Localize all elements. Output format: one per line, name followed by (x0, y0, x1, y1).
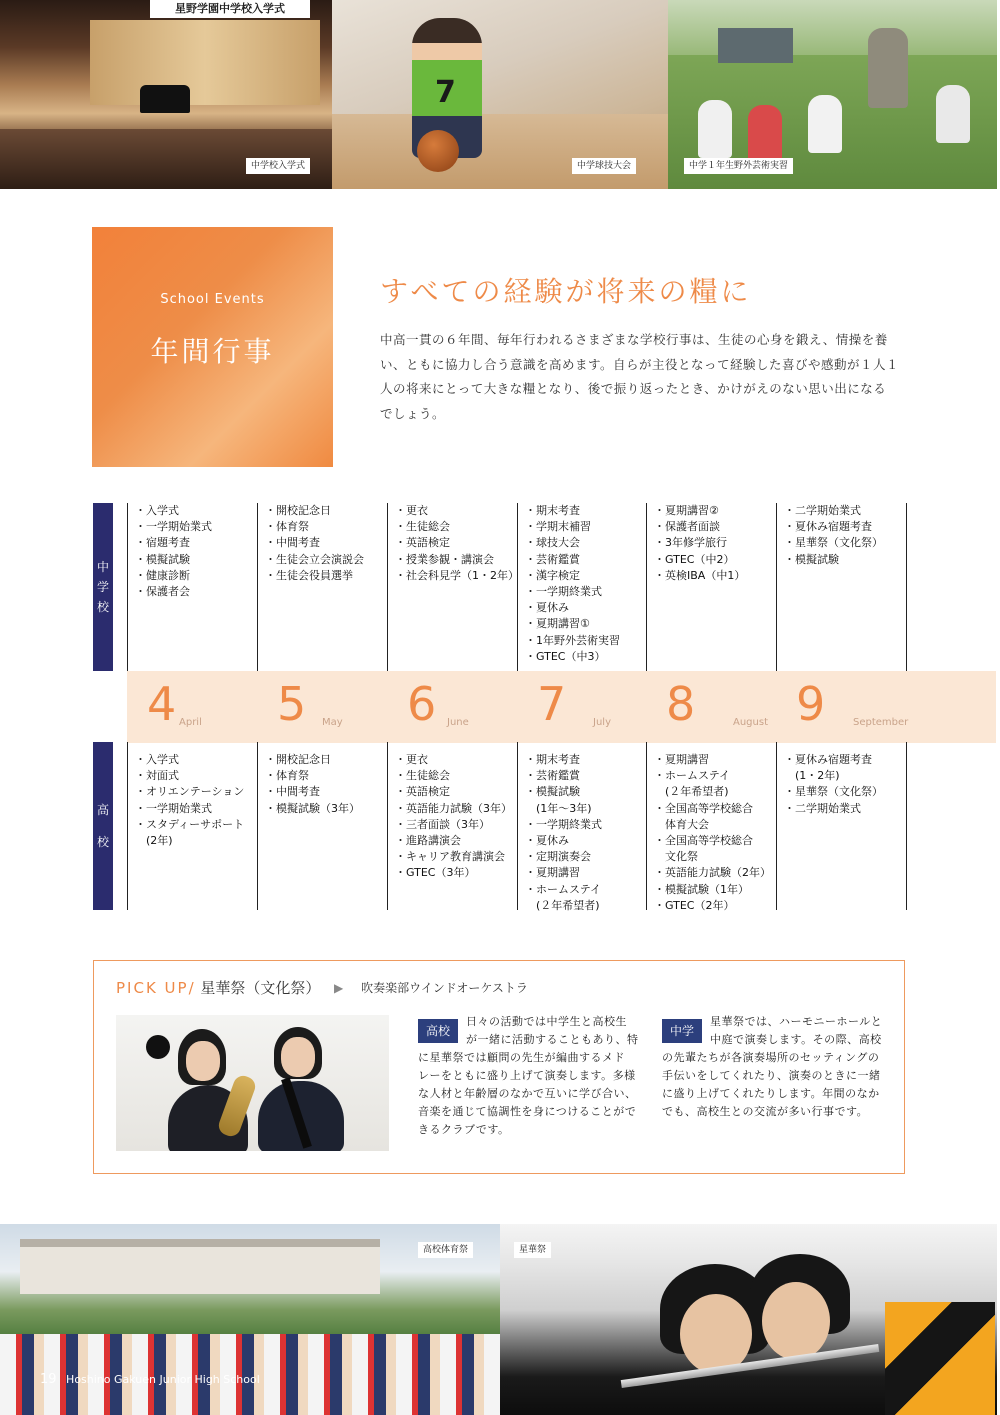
face (186, 1041, 220, 1081)
page-footer (40, 1372, 260, 1387)
column-divider (257, 503, 258, 671)
page-number: 19 (40, 1372, 57, 1387)
event-item: ・保護者面談 (654, 520, 720, 534)
month-number: 7 (537, 677, 567, 731)
event-item: ・漢字検定 (525, 568, 580, 582)
event-item: ・キャリア教育講演会 (395, 850, 505, 864)
event-item: ・生徒会役員選挙 (265, 568, 353, 582)
junior-high-tag: 中学 (662, 1019, 702, 1043)
junior-events-7 (525, 503, 620, 665)
event-item: ・全国高等学校総合 (654, 834, 753, 848)
photo-caption: 中学１年生野外芸術実習 (684, 158, 793, 174)
column-divider (646, 503, 647, 671)
event-item: ・二学期始業式 (784, 801, 861, 815)
school-building (20, 1239, 380, 1294)
month-number: 8 (666, 677, 696, 731)
junior-events-4 (135, 503, 212, 600)
month-6 (387, 671, 517, 743)
event-item: ・夏休み (525, 601, 569, 615)
month-name: August (733, 717, 768, 728)
jh-text-line: 星華祭では、ハーモニーホールと (710, 1015, 883, 1028)
event-item: ・夏期講習② (654, 504, 719, 517)
student (748, 105, 782, 163)
event-item: ・オリエンテーション (135, 785, 245, 799)
event-item: ・英語検定 (395, 536, 450, 550)
event-item: ・入学式 (135, 753, 179, 766)
hair (146, 1035, 170, 1059)
event-item: (2年) (135, 834, 173, 848)
event-item: ・夏休み宿題考査 (784, 753, 872, 766)
hs-text-line: 日々の活動では中学生と高校生 (466, 1015, 627, 1028)
event-item: ・社会科見学（1・2年） (395, 568, 519, 582)
photo-caption: 中学校入学式 (246, 158, 310, 174)
event-item: ・芸術鑑賞 (525, 552, 580, 566)
triangle-right-icon: ▶ (334, 981, 344, 995)
ball-game-photo (332, 0, 668, 189)
senior-events-4 (135, 752, 244, 849)
basketball (417, 130, 459, 172)
event-item: ・体育祭 (265, 769, 309, 783)
event-item: ・夏休み宿題考査 (784, 520, 872, 534)
stage-screen (90, 20, 320, 105)
event-item: ・一学期終業式 (525, 817, 602, 831)
event-item: ・模擬試験 (135, 552, 190, 566)
photo-caption: 中学球技大会 (572, 158, 636, 174)
senior-events-9 (784, 752, 883, 817)
column-divider (906, 742, 907, 910)
pickup-box (93, 960, 905, 1174)
event-item: ・模擬試験（3年） (265, 801, 360, 815)
event-item: ・定期演奏会 (525, 850, 591, 864)
outdoor-art-photo (668, 0, 997, 189)
intro-line: 中高一貫の６年間、毎年行われるさまざまな学校行事は、生徒の心身を鍛え、情操を養 (380, 332, 888, 347)
student (808, 95, 842, 153)
senior-events-6 (395, 752, 512, 882)
column-divider (776, 503, 777, 671)
event-item: ・中間考査 (265, 785, 320, 799)
event-item: ・夏休み (525, 834, 569, 848)
event-item: ・期末考査 (525, 504, 580, 517)
event-item: ・更衣 (395, 753, 428, 766)
high-school-band (93, 742, 113, 910)
event-item: ・模擬試験 (525, 785, 580, 799)
band-members-photo (116, 1015, 389, 1151)
senior-events-7 (525, 752, 602, 914)
pickup-label: PICK UP/ (116, 979, 196, 997)
senior-events-5 (265, 752, 360, 817)
month-number: 4 (147, 677, 177, 731)
piano (140, 85, 190, 113)
junior-events-5 (265, 503, 364, 584)
senior-events-8 (654, 752, 771, 914)
intro-paragraph (380, 328, 910, 426)
month-7 (517, 671, 647, 743)
high-school-tag: 高校 (418, 1019, 458, 1043)
month-4 (127, 671, 257, 743)
month-name: September (853, 717, 909, 728)
month-number: 5 (277, 677, 307, 731)
pickup-event: 星華祭（文化祭） (200, 979, 321, 997)
event-item: ・夏期講習① (525, 617, 590, 631)
culture-festival-photo (500, 1224, 997, 1415)
event-item: ・英検IBA（中1） (654, 568, 746, 582)
event-item: ・1年野外芸術実習 (525, 633, 620, 647)
jh-text-line: でも、高校生との交流が多い行事です。 (662, 1105, 869, 1118)
column-divider (646, 742, 647, 910)
event-item: (1・2年) (784, 769, 840, 783)
section-title-jp: 年間行事 (150, 335, 275, 368)
column-divider (776, 742, 777, 910)
school-events-box (92, 227, 333, 467)
hs-text-line: が一緒に活動することもあり、特 (466, 1033, 639, 1046)
event-item: ・授業参観・講演会 (395, 552, 494, 566)
band-char: 校 (96, 835, 109, 849)
school-name: Hoshino Gakuen Junior High School (66, 1373, 260, 1386)
event-item: ・保護者会 (135, 585, 190, 599)
intro-line: でしょう。 (380, 405, 446, 421)
event-item: ・健康診断 (135, 568, 190, 582)
event-item: ・3年修学旅行 (654, 536, 727, 550)
column-divider (127, 503, 128, 671)
month-8 (646, 671, 776, 743)
month-name: June (447, 717, 469, 728)
jh-text-line: に盛り上げてくれたりします。年間のなか (662, 1087, 880, 1100)
event-item: ・ホームステイ (654, 769, 731, 783)
jersey-number: 7 (435, 75, 456, 110)
face (762, 1282, 830, 1360)
junior-high-band (93, 503, 113, 671)
event-item: ・開校記念日 (265, 753, 331, 766)
pickup-title (116, 977, 320, 998)
headline: すべての経験が将来の糧に (380, 275, 752, 308)
event-item: ・英語能力試験（3年） (395, 801, 512, 815)
event-item: ・生徒会立会演説会 (265, 552, 364, 566)
event-item: ・英語検定 (395, 785, 450, 799)
event-item: ・ホームステイ (525, 882, 602, 896)
event-item: ・夏期講習 (525, 866, 580, 880)
jh-text-line: の先輩たちが各演奏場所のセッティングの (662, 1051, 880, 1064)
event-item: ・宿題考査 (135, 536, 190, 550)
event-item: 体育大会 (654, 817, 709, 831)
event-item: ・体育祭 (265, 520, 309, 534)
event-item: ・星華祭（文化祭） (784, 785, 883, 799)
event-item: (２年希望者) (654, 785, 729, 799)
column-divider (387, 742, 388, 910)
jh-text-line: 手伝いをしてくれたり、演奏のときに一緒 (662, 1069, 881, 1082)
intro-line: 人の将来にとって大きな糧となり、後で振り返ったとき、かけがえのない思い出になる (380, 381, 887, 396)
event-item: ・中間考査 (265, 536, 320, 550)
month-name: May (322, 717, 343, 728)
event-item: ・期末考査 (525, 753, 580, 766)
hs-text-line: きるクラブです。 (418, 1123, 510, 1136)
event-item: ・夏期講習 (654, 753, 709, 766)
event-item: ・スタディーサポート (135, 817, 245, 831)
jh-text-line: 中庭で演奏します。その際、高校 (710, 1033, 882, 1046)
event-item: ・GTEC（2年） (654, 898, 735, 912)
month-number: 6 (407, 677, 437, 731)
column-divider (257, 742, 258, 910)
event-item: ・生徒総会 (395, 769, 450, 783)
junior-events-6 (395, 503, 519, 584)
face (281, 1037, 315, 1077)
junior-events-8 (654, 503, 745, 584)
hs-text-line: レーをともに盛り上げて演奏します。多様 (418, 1069, 636, 1082)
pickup-subtitle: 吹奏楽部ウインドオーケストラ (361, 981, 528, 995)
month-5 (257, 671, 387, 743)
section-title-en: School Events (160, 292, 265, 307)
event-item: (1年～3年) (525, 801, 592, 815)
event-item: ・全国高等学校総合 (654, 801, 753, 815)
gym-floor (332, 114, 668, 189)
event-item: ・二学期始業式 (784, 504, 861, 517)
column-divider (517, 742, 518, 910)
intro-line: い、ともに協力し合う意識を高めます。自らが主役となって経験した喜びや感動が１人１ (380, 356, 900, 372)
event-item: ・生徒総会 (395, 520, 450, 534)
student (936, 85, 970, 143)
band-char: 校 (96, 600, 109, 614)
junior-events-9 (784, 503, 883, 568)
face (680, 1294, 752, 1374)
ceremony-banner: 星野学園中学校入学式 (150, 0, 310, 18)
hs-text-line: 音楽を通じて協調性を身につけることがで (418, 1105, 637, 1118)
music-stand (885, 1302, 995, 1415)
event-item: ・GTEC（中3） (525, 649, 606, 663)
event-item: ・対面式 (135, 769, 179, 783)
event-item: ・更衣 (395, 504, 428, 517)
pickup-subtitle-row (334, 979, 528, 996)
event-item: ・模擬試験 (784, 552, 839, 566)
column-divider (906, 503, 907, 671)
event-item: ・開校記念日 (265, 504, 331, 517)
teacher (868, 28, 908, 108)
event-item: ・一学期始業式 (135, 520, 212, 534)
event-item: ・模擬試験（1年） (654, 882, 749, 896)
column-divider (387, 503, 388, 671)
photo-caption: 星華祭 (514, 1242, 551, 1258)
event-item: ・GTEC（中2） (654, 552, 735, 566)
column-divider (127, 742, 128, 910)
event-item: ・球技大会 (525, 536, 580, 550)
event-item: ・GTEC（3年） (395, 866, 476, 880)
entrance-ceremony-photo (0, 0, 332, 189)
event-item: ・三者面談（3年） (395, 817, 490, 831)
month-number: 9 (796, 677, 826, 731)
event-item: ・芸術鑑賞 (525, 769, 580, 783)
event-item: ・進路講演会 (395, 834, 461, 848)
event-item: ・一学期終業式 (525, 585, 602, 599)
event-item: (２年希望者) (525, 898, 600, 912)
hs-text-line: に星華祭では顧問の先生が編曲するメド (418, 1051, 625, 1064)
month-9 (776, 671, 909, 743)
band-char: 学 (96, 580, 109, 594)
event-item: ・入学式 (135, 504, 179, 517)
event-item: ・英語能力試験（2年） (654, 866, 771, 880)
event-item: 文化祭 (654, 850, 698, 864)
student (698, 100, 732, 158)
event-item: ・一学期始業式 (135, 801, 212, 815)
band-char: 高 (96, 803, 109, 817)
photo-caption: 高校体育祭 (418, 1242, 473, 1258)
month-name: April (179, 717, 202, 728)
event-item: ・星華祭（文化祭） (784, 536, 883, 550)
house (718, 28, 793, 63)
month-name: July (593, 717, 611, 728)
hs-text-line: な人材と年齢層のなかで互いに学び合い、 (418, 1087, 637, 1100)
event-item: ・学期末補習 (525, 520, 591, 534)
band-char: 中 (96, 560, 109, 574)
